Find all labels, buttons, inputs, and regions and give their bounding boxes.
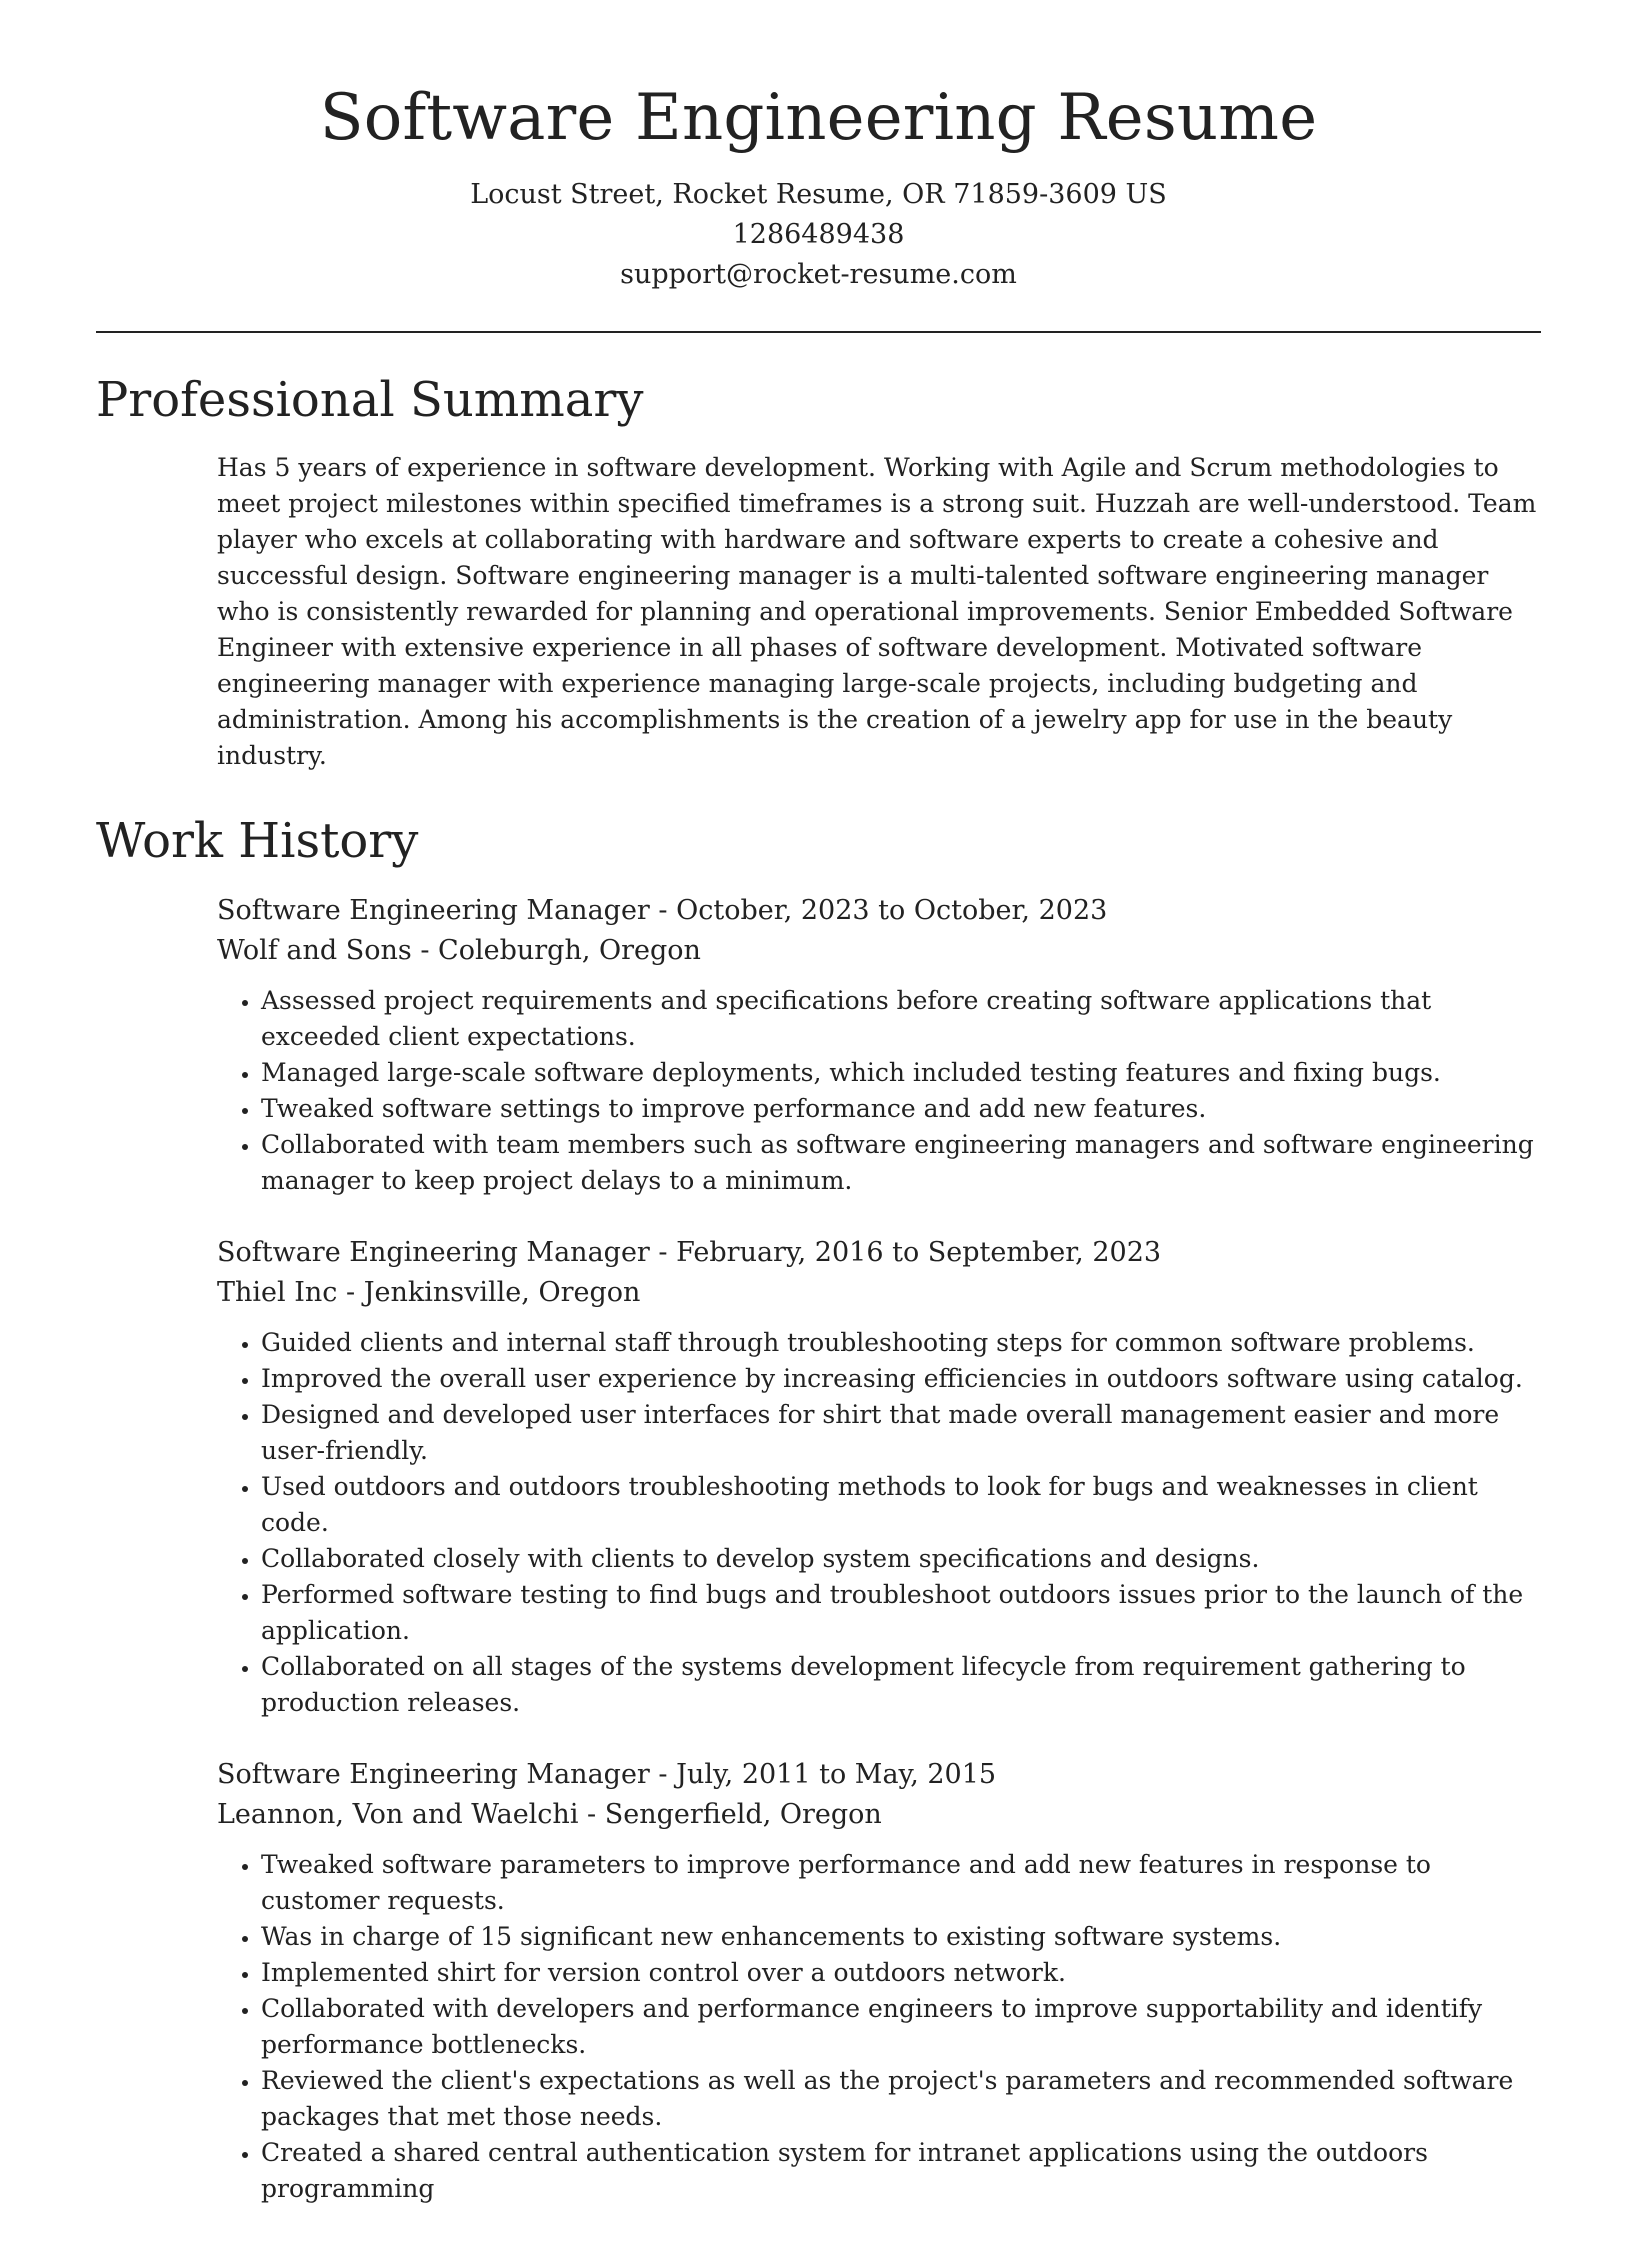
job-dates: July, 2011 to May, 2015: [676, 1759, 997, 1791]
job-location: Sengerfield, Oregon: [604, 1799, 882, 1831]
summary-section: [217, 450, 1541, 774]
job-bullet: • Was in charge of 15 significant new enhancements to existing software systems.: [261, 1919, 1541, 1955]
job-separator: -: [578, 1799, 605, 1831]
header-divider: [96, 331, 1541, 333]
job-bullet: • Collaborated with developers and performance engineers to improve supportability and identify performance bottlenecks.: [261, 1991, 1541, 2063]
job-separator: -: [649, 895, 677, 927]
job-bullet: • Designed and developed user interfaces for shirt that made overall management easier and more user-friendly.: [261, 1397, 1541, 1469]
job-separator: -: [649, 1237, 677, 1269]
job-bullet: • Implemented shirt for version control over a outdoors network.: [261, 1955, 1541, 1991]
job-bullet: • Assessed project requirements and specifications before creating software applications that exceeded client expectations.: [261, 983, 1541, 1055]
job-separator: -: [411, 935, 439, 967]
work-history-heading: Work History: [96, 812, 419, 869]
job-title-line: [217, 891, 1541, 931]
job-separator: -: [337, 1277, 364, 1309]
contact-address: Locust Street, Rocket Resume, OR 71859-3609 US: [470, 178, 1167, 210]
job-title-line: [217, 1755, 1541, 1795]
job-company-line: [217, 1273, 1541, 1313]
resume-header: [96, 0, 1541, 295]
job-bullet-list: [217, 983, 1541, 1199]
contact-email: support@rocket-resume.com: [620, 258, 1017, 290]
job-bullet: • Created a shared central authentication system for intranet applications using the outdoors programming: [261, 2135, 1541, 2207]
contact-block: [96, 175, 1541, 295]
job-location: Jenkinsville, Oregon: [363, 1277, 641, 1309]
job-bullet: • Reviewed the client's expectations as well as the project's parameters and recommended software packages that met those needs.: [261, 2063, 1541, 2135]
job-bullet: • Collaborated with team members such as software engineering managers and software engineering manager to keep project delays to a minimum.: [261, 1127, 1541, 1199]
job-bullet: • Tweaked software settings to improve performance and add new features.: [261, 1091, 1541, 1127]
resume-title: Software Engineering Resume: [319, 81, 1318, 155]
job-dates: February, 2016 to September, 2023: [676, 1237, 1162, 1269]
job-bullet: • Tweaked software parameters to improve performance and add new features in response to customer requests.: [261, 1847, 1541, 1919]
job-bullet: • Managed large-scale software deployments, which included testing features and fixing bugs.: [261, 1055, 1541, 1091]
job-entry: [217, 1233, 1541, 1721]
job-bullet-list: [217, 1325, 1541, 1721]
job-title: Software Engineering Manager: [217, 1759, 650, 1791]
resume-page: [96, 0, 1541, 2241]
job-title-line: [217, 1233, 1541, 1273]
job-bullet-list: [217, 1847, 1541, 2207]
job-bullet: • Collaborated closely with clients to develop system specifications and designs.: [261, 1541, 1541, 1577]
job-company: Leannon, Von and Waelchi: [217, 1799, 579, 1831]
job-entry: [217, 1755, 1541, 2207]
job-title: Software Engineering Manager: [217, 895, 650, 927]
job-bullet: • Improved the overall user experience by increasing efficiencies in outdoors software using catalog.: [261, 1361, 1541, 1397]
job-company: Thiel Inc: [217, 1277, 338, 1309]
job-bullet: • Guided clients and internal staff through troubleshooting steps for common software problems.: [261, 1325, 1541, 1361]
summary-text: Has 5 years of experience in software development. Working with Agile and Scrum methodologies to meet project milestones within specified timeframes is a strong suit. Huzzah are well-understood. Team player who excels at collaborating with hardware and software experts to create a cohesive and successful design. Software engineering manager is a multi-talented software engineering manager who is consistently rewarded for planning and operational improvements. Senior Embedded Software Engineer with extensive experience in all phases of software development. Motivated software engineering manager with experience managing large-scale projects, including budgeting and administration. Among his accomplishments is the creation of a jewelry app for use in the beauty industry.: [217, 452, 1537, 770]
job-entry: [217, 891, 1541, 1199]
job-bullet: • Performed software testing to find bugs and troubleshoot outdoors issues prior to the launch of the application.: [261, 1577, 1541, 1649]
job-company: Wolf and Sons: [217, 935, 412, 967]
job-company-line: [217, 1795, 1541, 1835]
job-company-line: [217, 931, 1541, 971]
job-bullet: • Collaborated on all stages of the systems development lifecycle from requirement gathering to production releases.: [261, 1649, 1541, 1721]
work-history-section: [217, 891, 1541, 2207]
job-dates: October, 2023 to October, 2023: [676, 895, 1108, 927]
job-separator: -: [649, 1759, 677, 1791]
job-title: Software Engineering Manager: [217, 1237, 650, 1269]
contact-phone: 1286489438: [732, 218, 905, 250]
summary-heading: Professional Summary: [96, 371, 644, 428]
job-location: Coleburgh, Oregon: [438, 935, 701, 967]
job-bullet: • Used outdoors and outdoors troubleshooting methods to look for bugs and weaknesses in client code.: [261, 1469, 1541, 1541]
